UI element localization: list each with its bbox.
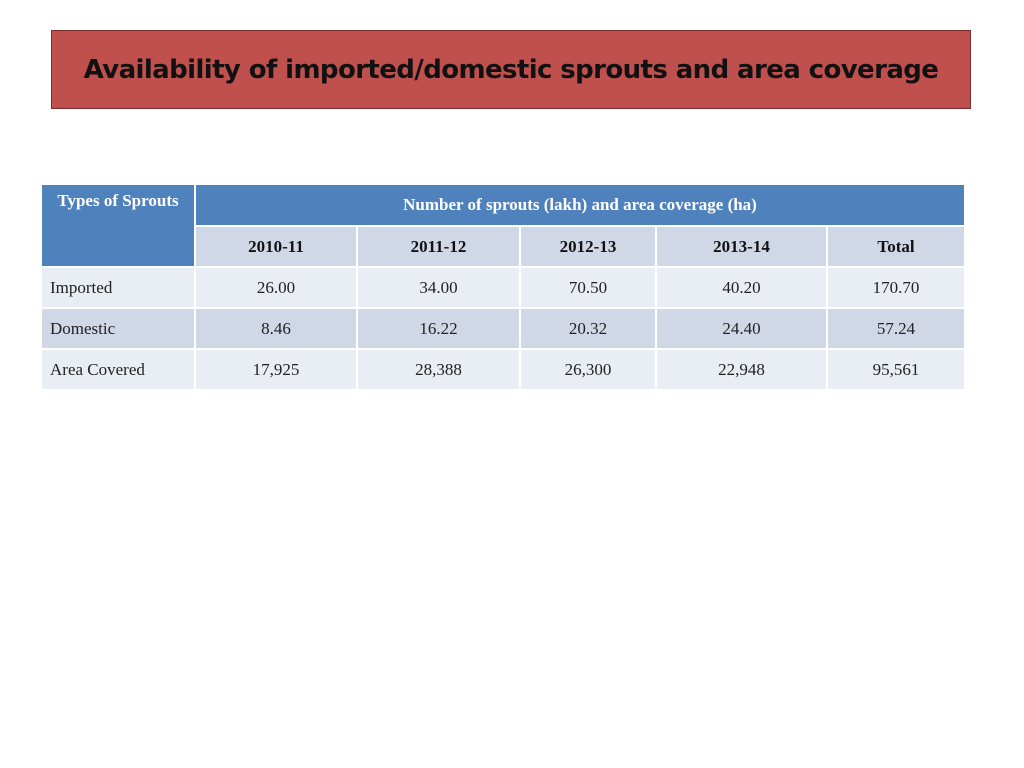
column-header: 2011-12	[358, 227, 521, 268]
table-cell: 26,300	[521, 350, 657, 391]
column-header: 2010-11	[196, 227, 358, 268]
table-cell: 26.00	[196, 268, 358, 309]
table-cell: 34.00	[358, 268, 521, 309]
column-header: 2012-13	[521, 227, 657, 268]
column-header: 2013-14	[657, 227, 828, 268]
table-cell: 20.32	[521, 309, 657, 350]
table-cell: 70.50	[521, 268, 657, 309]
table-cell: 28,388	[358, 350, 521, 391]
corner-header: Types of Sprouts	[42, 185, 196, 268]
column-header-total: Total	[828, 227, 964, 268]
row-label: Area Covered	[42, 350, 196, 391]
table-cell: 40.20	[657, 268, 828, 309]
table-row-area-covered	[42, 350, 964, 391]
group-header: Number of sprouts (lakh) and area coverage (ha)	[196, 185, 964, 227]
row-label: Domestic	[42, 309, 196, 350]
table-cell: 24.40	[657, 309, 828, 350]
table-cell-total: 95,561	[828, 350, 964, 391]
table-cell: 16.22	[358, 309, 521, 350]
table-cell: 22,948	[657, 350, 828, 391]
row-label: Imported	[42, 268, 196, 309]
table-row-imported	[42, 268, 964, 309]
sprouts-table	[42, 185, 964, 391]
slide-title: Availability of imported/domestic sprouts and area coverage	[83, 54, 939, 85]
table-cell: 8.46	[196, 309, 358, 350]
table-cell-total: 170.70	[828, 268, 964, 309]
table-cell-total: 57.24	[828, 309, 964, 350]
slide-title-banner	[51, 30, 971, 109]
table-row-domestic	[42, 309, 964, 350]
table-cell: 17,925	[196, 350, 358, 391]
